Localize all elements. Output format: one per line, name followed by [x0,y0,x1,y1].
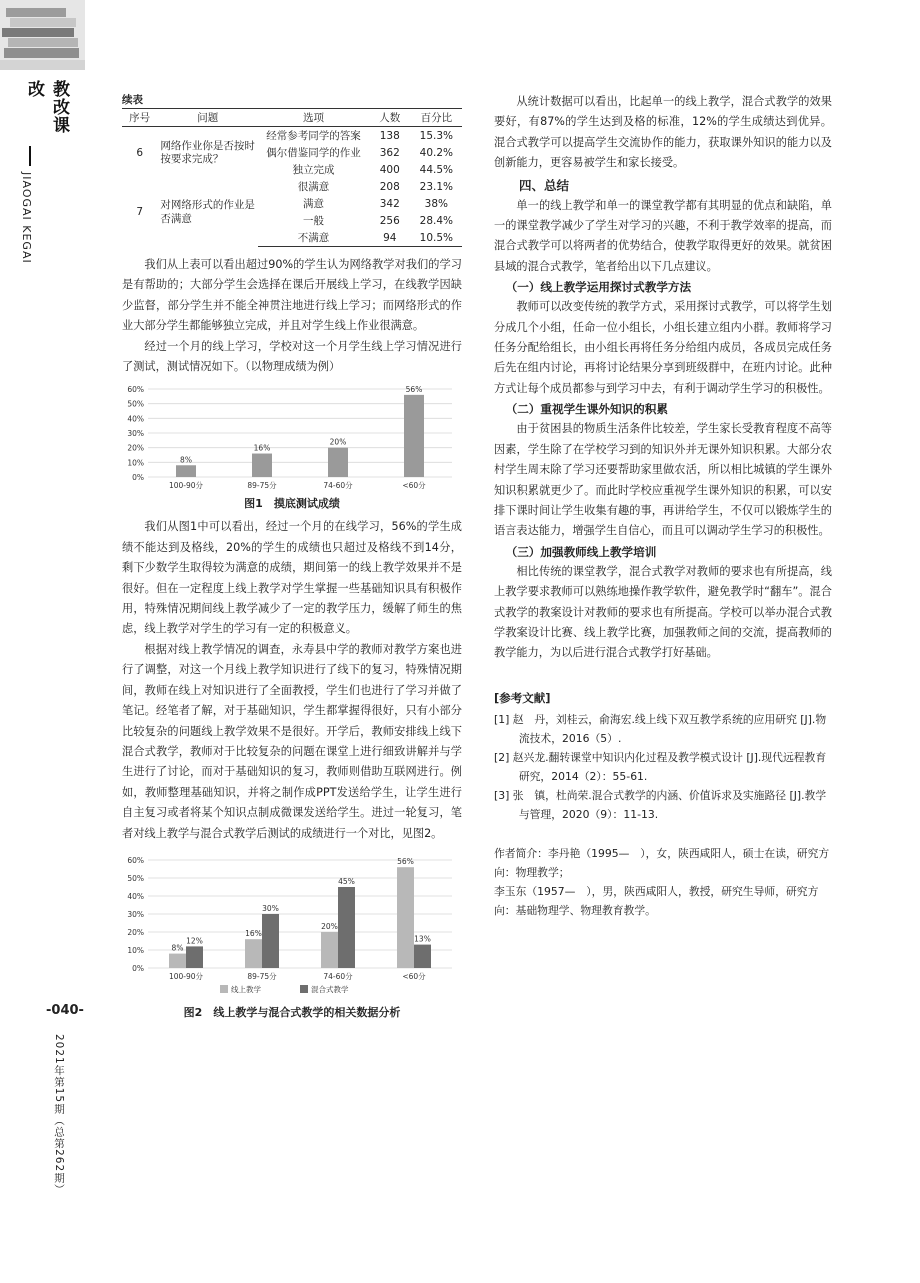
y-tick-label: 10% [127,458,144,468]
data-label: 16% [253,443,271,453]
reference-item: [2] 赵兴龙.翻转课堂中知识内化过程及教学模式设计 [J].现代远程教育研究，2014（2）：55-61. [494,750,827,783]
x-tick-label: 100-90分 [168,971,204,981]
author-info: 李玉东（1957— ），男，陕西咸阳人，教授，研究生导师，研究方向：基础物理学、物理教育教学。 [494,884,819,917]
bar [321,932,338,968]
bar [414,945,431,968]
left-paragraph: 经过一个月的线上学习，学校对这一个月学生线上学习情况进行了测试，测试情况如下。（以物理成绩为例） [122,339,462,374]
table-title: 续表 [122,94,143,106]
legend-label: 线上教学 [231,984,261,994]
bar [252,454,272,477]
right-paragraph: 相比传统的课堂教学，混合式教学对教师的要求也有所提高，线上教学要求教师可以熟练地操作教学软件，避免教学时“翻车”。混合式教学的教案设计对教师的要求也有所提高。学校可以举办混合式教学教案设计比赛、线上教学比赛，加强教师之间的交流，提高教师的教学能力，为以后进行混合式教学打好基础。 [494,564,832,660]
figure-2-caption: 图2 线上教学与混合式教学的相关数据分析 [183,1005,401,1019]
row-count: 362 [379,146,400,159]
legend-swatch [300,985,308,993]
y-tick-label: 60% [127,855,144,865]
data-label: 20% [321,921,338,931]
right-paragraph: 单一的线上教学和单一的课堂教学都有其明显的优点和缺陷，单一的课堂教学减少了学生对学习的兴趣，不利于教学效率的提高，而混合式教学可以将两者的优势结合，使教学取得更好的效果。就贫困县域的混合式教学，笔者给出以下几点建议。 [494,198,832,273]
bar [186,946,203,968]
data-label: 30% [262,903,279,913]
subsection-heading: （一）线上教学运用探讨式教学方法 [505,280,692,295]
row-percent: 15.3% [419,129,453,142]
th-no: 序号 [122,109,157,127]
section-heading: 四、总结 [519,177,570,193]
issue-info: 2021年第15期（总第262期） [53,1034,65,1196]
bar [262,914,279,968]
bar [404,395,424,477]
legend-swatch [220,985,228,993]
legend-label: 混合式教学 [311,984,349,994]
left-paragraph: 我们从图1中可以看出，经过一个月的在线学习，56%的学生成绩不能达到及格线，20%的学生的成绩也只超过及格线不到14分，剩下少数学生取得较为满意的成绩，期间第一的线上教学效果并不是很好。但在一定程度上线上教学对学生掌握一些基础知识具有积极作用，特殊情况期间线上教学减少了一定的教学压力，缓解了师生的焦虑，线上教学对学生的学习有一定的积极意义。 [122,520,462,636]
column-divider [29,146,31,166]
data-label: 56% [405,385,423,395]
bar [169,954,186,968]
row-percent: 38% [424,197,448,210]
row-percent: 10.5% [411,229,462,247]
row-percent: 40.2% [419,146,453,159]
x-tick-label: <60分 [402,481,426,491]
y-tick-label: 30% [127,429,144,439]
row-question: 网络作业你是否按时按要求完成？ [160,139,255,165]
row-count: 342 [379,197,400,210]
bar [397,867,414,968]
column-title: 教改课改 [24,80,69,134]
row-option: 满意 [302,198,324,210]
row-percent: 23.1% [419,180,453,193]
column-pinyin: JIAOGAI KEGAI [20,172,33,264]
column-title-block [10,80,69,264]
y-tick-label: 50% [127,400,144,410]
row-option: 一般 [302,215,324,227]
row-count: 400 [379,163,400,176]
left-paragraph: 根据对线上教学情况的调查，永寿县中学的教师对教学方案也进行了调整，对这一个月线上教学知识进行了线下的复习，特殊情况期间，教师在线上对知识进行了全面教授，学生们也进行了学习并做了笔记。经笔者了解，对于基础知识，学生都掌握得很好，只有小部分比较复杂的问题线上教学效果不是很好。开学后，教师安排线上线下混合式教学，教师对于比较复杂的问题在课堂上进行细致讲解并与学生进行了讨论，而对于基础知识的复习，教师则借助互联网进行。例如，教师整理基础知识，并将之制作成PPT发送给学生，让学生进行自主复习或者将某个知识点制成微课发送给学生。进过一轮复习，笔者对线上教学与混合式教学后测试的成绩进行一个对比，见图2。 [122,642,462,840]
x-tick-label: 100-90分 [168,481,204,491]
y-tick-label: 0% [132,963,144,973]
row-percent: 44.5% [419,163,453,176]
th-question: 问题 [157,109,258,127]
subsection-heading: （二）重视学生课外知识的积累 [505,402,668,417]
th-percent: 百分比 [411,109,462,127]
left-column [122,92,462,1020]
data-label: 20% [329,438,347,448]
figure-1-chart [122,381,462,493]
table-row [122,127,462,145]
th-option: 选项 [258,109,369,127]
row-count: 138 [379,129,400,142]
author-info: 作者简介：李丹艳（1995— ），女，陕西咸阳人，硕士在读，研究方向：物理教学； [494,846,830,879]
row-no: 6 [136,146,144,159]
reference-item: [1] 赵 丹，刘桂云，俞海宏.线上线下双互教学系统的应用研究 [J].物流技术，2016（5）. [494,712,827,745]
data-label: 56% [397,857,414,867]
row-option: 独立完成 [292,164,335,176]
row-count: 94 [369,229,411,247]
th-count: 人数 [369,109,411,127]
table-header-row [122,109,462,127]
reference-item: [3] 张 镇，杜尚荣.混合式教学的内涵、价值诉求及实施路径 [J].教学与管理，2020（9）：11-13. [494,788,827,821]
row-percent: 28.4% [419,214,453,227]
x-tick-label: 89-75分 [247,481,277,491]
right-column [494,92,832,920]
row-option: 不满意 [258,229,369,247]
figure-1-caption: 图1 摸底测试成绩 [244,497,340,511]
bar [328,448,348,477]
y-tick-label: 40% [127,414,144,424]
left-paragraph: 我们从上表可以看出超过90%的学生认为网络教学对我们的学习是有帮助的；大部分学生会选择在课后开展线上学习，在线教学因缺少监督，部分学生并不能全神贯注地进行线上学习；而网络形式的作业大部分学生都能够独立完成，并且对学生线上作业很满意。 [122,258,462,333]
data-label: 16% [245,929,262,939]
x-tick-label: 74-60分 [323,481,353,491]
y-tick-label: 30% [127,909,144,919]
y-tick-label: 40% [127,891,144,901]
x-tick-label: 74-60分 [323,971,353,981]
data-label: 13% [414,934,431,944]
row-count: 256 [379,214,400,227]
figure-2-chart [122,850,462,1000]
y-tick-label: 60% [127,385,144,395]
y-tick-label: 0% [132,473,144,483]
bar [245,939,262,968]
row-option: 很满意 [297,181,330,193]
row-no: 7 [136,206,144,219]
books-illustration [0,0,85,70]
data-label: 8% [180,455,192,465]
right-paragraph: 从统计数据可以看出，比起单一的线上教学，混合式教学的效果要好，有87%的学生达到及格的标准，12%的学生成绩达到优异。混合式教学可以提高学生交流协作的能力，获取课外知识的能力以及创新能力，更容易被学生和家长接受。 [494,95,832,170]
row-count: 208 [379,180,400,193]
page-number: -040- [46,1003,84,1018]
right-paragraph: 由于贫困县的物质生活条件比较差，学生家长受教育程度不高等因素，学生除了在学校学习到的知识外并无课外知识积累。大部分农村学生周末除了学习还要帮助家里做农活，所以相比城镇的学生课外知识积累就更少了。而此时学校应重视学生课外知识的积累，可以安排下课时间让学生收集有趣的事，再讲给学生，不仅可以锻炼学生的语言表达能力，增强学生自信心，而且可以调动学生学习的积极性。 [494,422,832,538]
y-tick-label: 10% [127,945,144,955]
survey-table [122,108,462,247]
right-paragraph: 教师可以改变传统的教学方式，采用探讨式教学，可以将学生划分成几个小组，任命一位小组长，小组长建立组内小群。教师将学习任务分配给组长，由小组长再将任务分给组内成员，各成员完成任务后先在组内讨论，再将讨论结果分享到班级群中，在班内讨论。此种方式让每个成员都参与到学习中去，有利于调动学生学习的积极性。 [494,300,832,395]
y-tick-label: 20% [127,927,144,937]
y-tick-label: 50% [127,873,144,883]
bar [176,466,196,478]
table-row [122,178,462,195]
row-question: 对网络形式的作业是否满意 [160,199,255,226]
data-label: 12% [186,936,203,946]
data-label: 45% [338,876,355,886]
bar [338,887,355,968]
subsection-heading: （三）加强教师线上教学培训 [505,544,657,559]
x-tick-label: 89-75分 [247,971,277,981]
references-title: [参考文献] [494,690,551,705]
row-option: 经常参考同学的答案 [266,130,361,142]
y-tick-label: 20% [127,444,144,454]
data-label: 8% [171,943,184,953]
row-option: 偶尔借鉴同学的作业 [266,147,361,159]
x-tick-label: <60分 [402,971,426,981]
header-books-image [0,0,85,70]
